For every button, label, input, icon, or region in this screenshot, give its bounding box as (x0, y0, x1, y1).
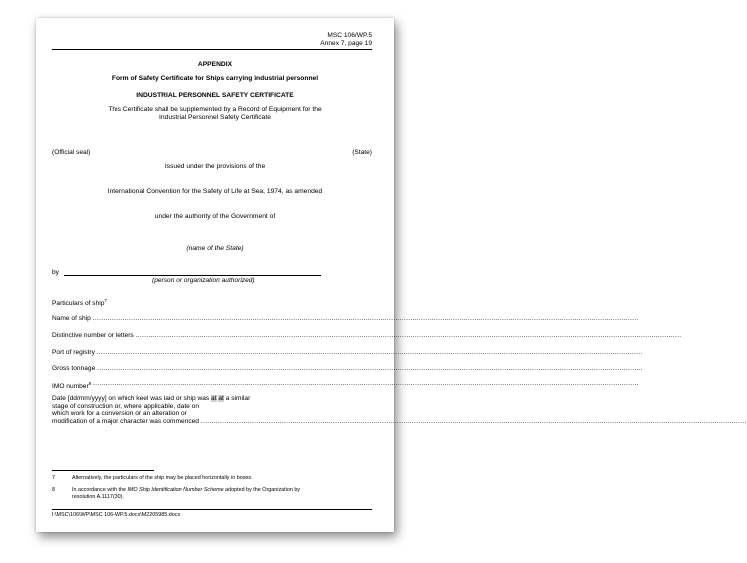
field-date-keel-last-line: modification of a major character was commenced ................................................................................................................................................................................................................................................................ (52, 418, 747, 425)
field-name-of-ship: Name of ship ................................................................................................................................................................................................................................................................ (52, 315, 639, 322)
footnote-7-num: 7 (52, 475, 55, 481)
convention: International Convention for the Safety of Life at Sea, 1974, as amended (107, 188, 323, 195)
annex-page: Annex 7, page 19 (320, 40, 372, 47)
footnote-separator (52, 470, 154, 471)
form-title: Form of Safety Certificate for Ships carrying industrial personnel (111, 75, 319, 82)
certificate-title: INDUSTRIAL PERSONNEL SAFETY CERTIFICATE (136, 92, 294, 99)
supplement-line-1: This Certificate shall be supplemented by a Record of Equipment for the (108, 106, 322, 113)
footnote-8-num: 8 (52, 487, 55, 493)
authority: under the authority of the Government of (154, 213, 276, 220)
footnote-7-text: Alternatively, the particulars of the ship may be placed horizontally in boxes. (72, 475, 253, 481)
person-org-caption: (person or organization authorized) (152, 277, 255, 284)
header-rule (52, 49, 372, 50)
issued-under: Issued under the provisions of the (164, 163, 266, 170)
field-port-of-registry: Port of registry ................................................................................................................................................................................................................................................................ (52, 349, 643, 356)
particulars-heading: Particulars of ship$^7$ (52, 298, 107, 307)
doc-id: MSC 106/WP.5 (327, 32, 372, 39)
field-imo-number: IMO number$^8$ ................................................................................................................................................................................................................................................................ (52, 380, 639, 390)
field-date-keel: Date [dd/mm/yyyy] on which keel was laid or ship was at at a similar stage of construction or, where applicable, date on which work for a conversion or an alteration or (52, 395, 251, 418)
supplement-line-2: Industrial Personnel Safety Certificate (159, 114, 271, 121)
file-path: I:\MSC\106\WP\MSC 106-WP.5.docx\M2205985.docx (52, 512, 181, 518)
field-distinctive-number: Distinctive number or letters ................................................................................................................................................................................................................................................................ (52, 332, 682, 339)
footer-rule (52, 509, 372, 510)
appendix-heading: APPENDIX (197, 61, 233, 68)
official-seal: (Official seal) (52, 149, 91, 156)
footnote-8-line-2: resolution A.1117(30). (72, 494, 124, 500)
field-gross-tonnage: Gross tonnage ................................................................................................................................................................................................................................................................ (52, 365, 643, 372)
signature-line (64, 275, 321, 276)
footnote-8-text: In accordance with the IMO Ship Identification Number Scheme adopted by the Organization by (72, 487, 301, 493)
document-page (36, 18, 747, 532)
name-of-state: (name of the State) (186, 245, 244, 252)
by-label: by (52, 269, 59, 276)
state-label: (State) (352, 149, 372, 156)
